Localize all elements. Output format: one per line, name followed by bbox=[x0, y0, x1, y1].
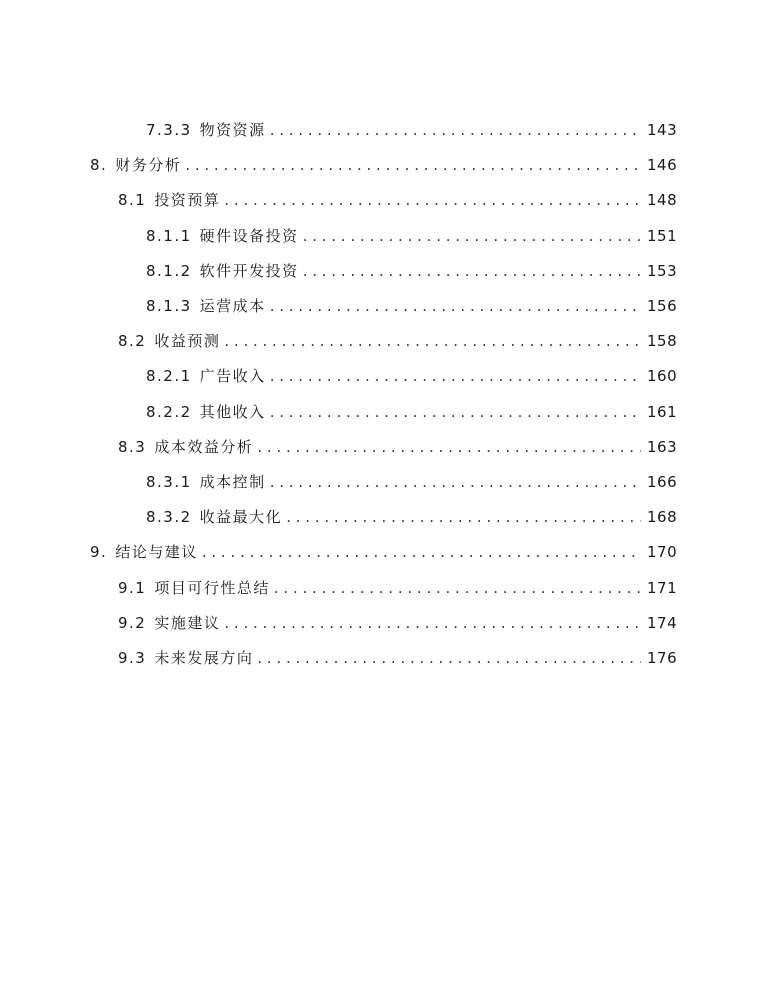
toc-entry-number: 8.3 bbox=[118, 437, 147, 456]
dot-leader bbox=[270, 473, 641, 491]
dot-leader bbox=[224, 614, 641, 632]
toc-entry-page: 143 bbox=[647, 121, 678, 140]
toc-entry[interactable] bbox=[0, 640, 765, 675]
toc-entry-title: 实施建议 bbox=[154, 613, 221, 632]
toc-entry-title: 投资预算 bbox=[154, 191, 221, 210]
dot-leader bbox=[270, 297, 641, 315]
toc-entry-number: 8.3.1 bbox=[146, 472, 192, 491]
toc-entry-number: 8.3.2 bbox=[146, 508, 192, 527]
toc-entry-title: 收益最大化 bbox=[199, 508, 283, 527]
toc-entry-title: 财务分析 bbox=[115, 156, 182, 175]
dot-leader bbox=[257, 649, 641, 667]
toc-entry[interactable] bbox=[0, 182, 765, 217]
toc-entry-number: 8.1.3 bbox=[146, 297, 192, 316]
toc-entry-title: 成本控制 bbox=[199, 472, 266, 491]
toc-entry-page: 148 bbox=[647, 191, 678, 210]
toc-entry-page: 174 bbox=[647, 613, 678, 632]
toc-entry-page: 176 bbox=[647, 648, 678, 667]
toc-entry-title: 广告收入 bbox=[199, 367, 266, 386]
toc-entry-number: 9. bbox=[90, 543, 108, 562]
toc-entry-number: 9.1 bbox=[118, 578, 147, 597]
toc-entry-page: 160 bbox=[647, 367, 678, 386]
toc-entry-page: 158 bbox=[647, 332, 678, 351]
toc-entry-number: 8.1.2 bbox=[146, 261, 192, 280]
toc-entry-page: 166 bbox=[647, 472, 678, 491]
toc-entry-title: 成本效益分析 bbox=[154, 437, 254, 456]
toc-entry-page: 161 bbox=[647, 402, 678, 421]
toc-entry[interactable] bbox=[0, 394, 765, 429]
toc-entry[interactable] bbox=[0, 464, 765, 499]
toc-entry[interactable] bbox=[0, 429, 765, 464]
toc-entry-page: 151 bbox=[647, 226, 678, 245]
dot-leader bbox=[274, 579, 641, 597]
toc-entry-title: 物资资源 bbox=[199, 121, 266, 140]
toc-entry-number: 7.3.3 bbox=[146, 121, 192, 140]
toc-entry-page: 146 bbox=[647, 156, 678, 175]
toc-entry-title: 软件开发投资 bbox=[199, 261, 299, 280]
dot-leader bbox=[202, 543, 641, 561]
toc-entry-number: 8.2.1 bbox=[146, 367, 192, 386]
toc-entry[interactable] bbox=[0, 253, 765, 288]
dot-leader bbox=[270, 121, 641, 139]
toc-entry-number: 9.3 bbox=[118, 648, 147, 667]
toc-entry-page: 153 bbox=[647, 261, 678, 280]
toc-entry-title: 硬件设备投资 bbox=[199, 226, 299, 245]
toc-entry-page: 171 bbox=[647, 578, 678, 597]
toc-entry-page: 168 bbox=[647, 508, 678, 527]
toc-entry-title: 项目可行性总结 bbox=[154, 578, 270, 597]
dot-leader bbox=[224, 332, 641, 350]
dot-leader bbox=[303, 262, 641, 280]
dot-leader bbox=[270, 367, 641, 385]
toc-entry-number: 8.2 bbox=[118, 332, 147, 351]
toc-entry-number: 8.1.1 bbox=[146, 226, 192, 245]
toc-entry-number: 8.1 bbox=[118, 191, 147, 210]
toc-entry[interactable] bbox=[0, 358, 765, 393]
toc-entry[interactable] bbox=[0, 288, 765, 323]
dot-leader bbox=[224, 191, 641, 209]
toc-entry[interactable] bbox=[0, 569, 765, 604]
dot-leader bbox=[270, 403, 641, 421]
toc-entry[interactable] bbox=[0, 218, 765, 253]
toc-entry[interactable] bbox=[0, 605, 765, 640]
toc-entry[interactable] bbox=[0, 112, 765, 147]
toc-entry-page: 156 bbox=[647, 297, 678, 316]
toc-entry-page: 170 bbox=[647, 543, 678, 562]
toc-entry[interactable] bbox=[0, 323, 765, 358]
toc-entry[interactable] bbox=[0, 534, 765, 569]
toc-entry-page: 163 bbox=[647, 437, 678, 456]
dot-leader bbox=[257, 438, 641, 456]
toc-entry-title: 未来发展方向 bbox=[154, 648, 254, 667]
toc-entry-number: 8.2.2 bbox=[146, 402, 192, 421]
toc-entry-title: 其他收入 bbox=[199, 402, 266, 421]
dot-leader bbox=[286, 508, 641, 526]
toc-entry[interactable] bbox=[0, 147, 765, 182]
toc-entry-title: 运营成本 bbox=[199, 297, 266, 316]
toc-entry-title: 结论与建议 bbox=[115, 543, 198, 562]
dot-leader bbox=[303, 227, 641, 245]
toc-entry[interactable] bbox=[0, 499, 765, 534]
toc-entry-number: 9.2 bbox=[118, 613, 147, 632]
toc-entry-title: 收益预测 bbox=[154, 332, 221, 351]
table-of-contents bbox=[0, 112, 765, 675]
toc-entry-number: 8. bbox=[90, 156, 108, 175]
dot-leader bbox=[185, 156, 641, 174]
